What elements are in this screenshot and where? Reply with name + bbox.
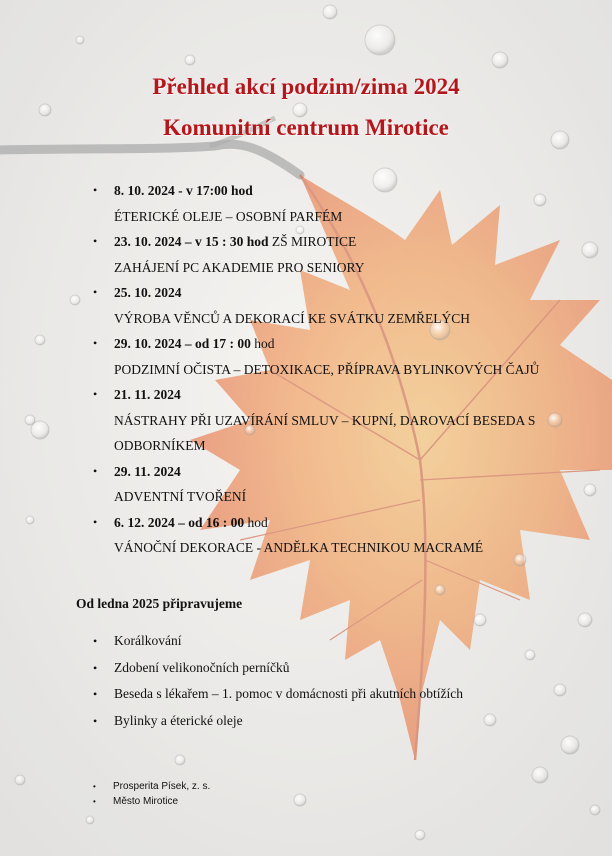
upcoming-item-label: Zdobení velikonočních perníčků	[114, 659, 290, 675]
bullet-icon: •	[93, 463, 98, 478]
events-list	[0, 178, 612, 561]
event-date	[114, 382, 612, 408]
bullet-icon: •	[93, 687, 98, 701]
upcoming-item-label: Bylinky a éterické oleje	[114, 712, 243, 728]
page-title: Přehled akcí podzim/zima 2024	[152, 74, 460, 99]
upcoming-item	[0, 628, 612, 655]
event-date-bold: 21. 11. 2024	[114, 387, 181, 402]
bullet-icon: •	[93, 797, 96, 806]
event-description: ZAHÁJENÍ PC AKADEMIE PRO SENIORY	[114, 259, 365, 275]
event-item	[0, 280, 612, 331]
footer-organizers	[0, 779, 612, 809]
footer-item-label: Prosperita Písek, z. s.	[113, 781, 211, 792]
bullet-icon: •	[93, 285, 98, 299]
bullet-icon: •	[93, 387, 98, 401]
event-description: VÝROBA VĚNCŮ A DEKORACÍ KE SVÁTKU ZEMŘELÝCH	[114, 310, 471, 326]
event-date-extra: hod	[244, 514, 268, 530]
event-description: ÉTERICKÉ OLEJE – OSOBNÍ PARFÉM	[114, 208, 343, 224]
bullet-icon: •	[93, 234, 98, 248]
event-description: PODZIMNÍ OČISTA – DETOXIKACE, PŘÍPRAVA BYLINKOVÝCH ČAJŮ	[114, 361, 540, 377]
event-date-bold: 29. 11. 2024	[114, 463, 181, 479]
bullet-icon: •	[93, 514, 98, 529]
upcoming-item-label: Korálkování	[114, 633, 182, 648]
footer-item	[0, 779, 612, 794]
event-item	[0, 510, 612, 561]
upcoming-item	[0, 708, 612, 735]
event-date	[114, 229, 612, 255]
event-description: ADVENTNÍ TVOŘENÍ	[114, 489, 247, 504]
bullet-icon: •	[93, 336, 98, 350]
event-date-bold: 25. 10. 2024	[114, 285, 182, 300]
page-subtitle: Komunitní centrum Mirotice	[163, 115, 449, 140]
event-date-bold: 23. 10. 2024 – v 15 : 30 hod	[114, 234, 269, 249]
event-description: NÁSTRAHY PŘI UZAVÍRÁNÍ SMLUV – KUPNÍ, DAROVACÍ BESEDA S ODBORNÍKEM	[114, 412, 536, 453]
event-date	[114, 459, 612, 485]
event-date-bold: 8. 10. 2024 - v 17:00 hod	[114, 183, 253, 198]
event-date	[114, 178, 612, 204]
footer-item	[0, 794, 612, 809]
event-date-bold: 29. 10. 2024 – od 17 : 00	[114, 336, 251, 351]
event-date	[114, 280, 612, 306]
event-date-extra: hod	[250, 336, 275, 351]
upcoming-item-label: Beseda s lékařem – 1. pomoc v domácnosti při akutních obtížích	[114, 686, 464, 701]
footer-item-label: Město Mirotice	[113, 796, 179, 807]
event-item	[0, 178, 612, 229]
event-date-extra: ZŠ MIROTICE	[268, 234, 357, 249]
upcoming-heading: Od ledna 2025 připravujeme	[76, 596, 243, 611]
event-date	[114, 331, 612, 357]
event-item	[0, 331, 612, 382]
upcoming-item	[0, 681, 612, 708]
bullet-icon: •	[93, 660, 98, 675]
event-item	[0, 229, 612, 280]
event-item	[0, 459, 612, 510]
event-date	[114, 510, 612, 536]
bullet-icon: •	[93, 782, 96, 791]
bullet-icon: •	[93, 713, 98, 728]
bullet-icon: •	[93, 634, 98, 648]
event-item	[0, 382, 612, 459]
event-date-bold: 6. 12. 2024 – od 16 : 00	[114, 514, 245, 530]
upcoming-item	[0, 655, 612, 682]
upcoming-list	[0, 628, 612, 734]
bullet-icon: •	[93, 183, 98, 197]
event-description: VÁNOČNÍ DEKORACE - ANDĚLKA TECHNIKOU MACRAMÉ	[114, 540, 484, 555]
